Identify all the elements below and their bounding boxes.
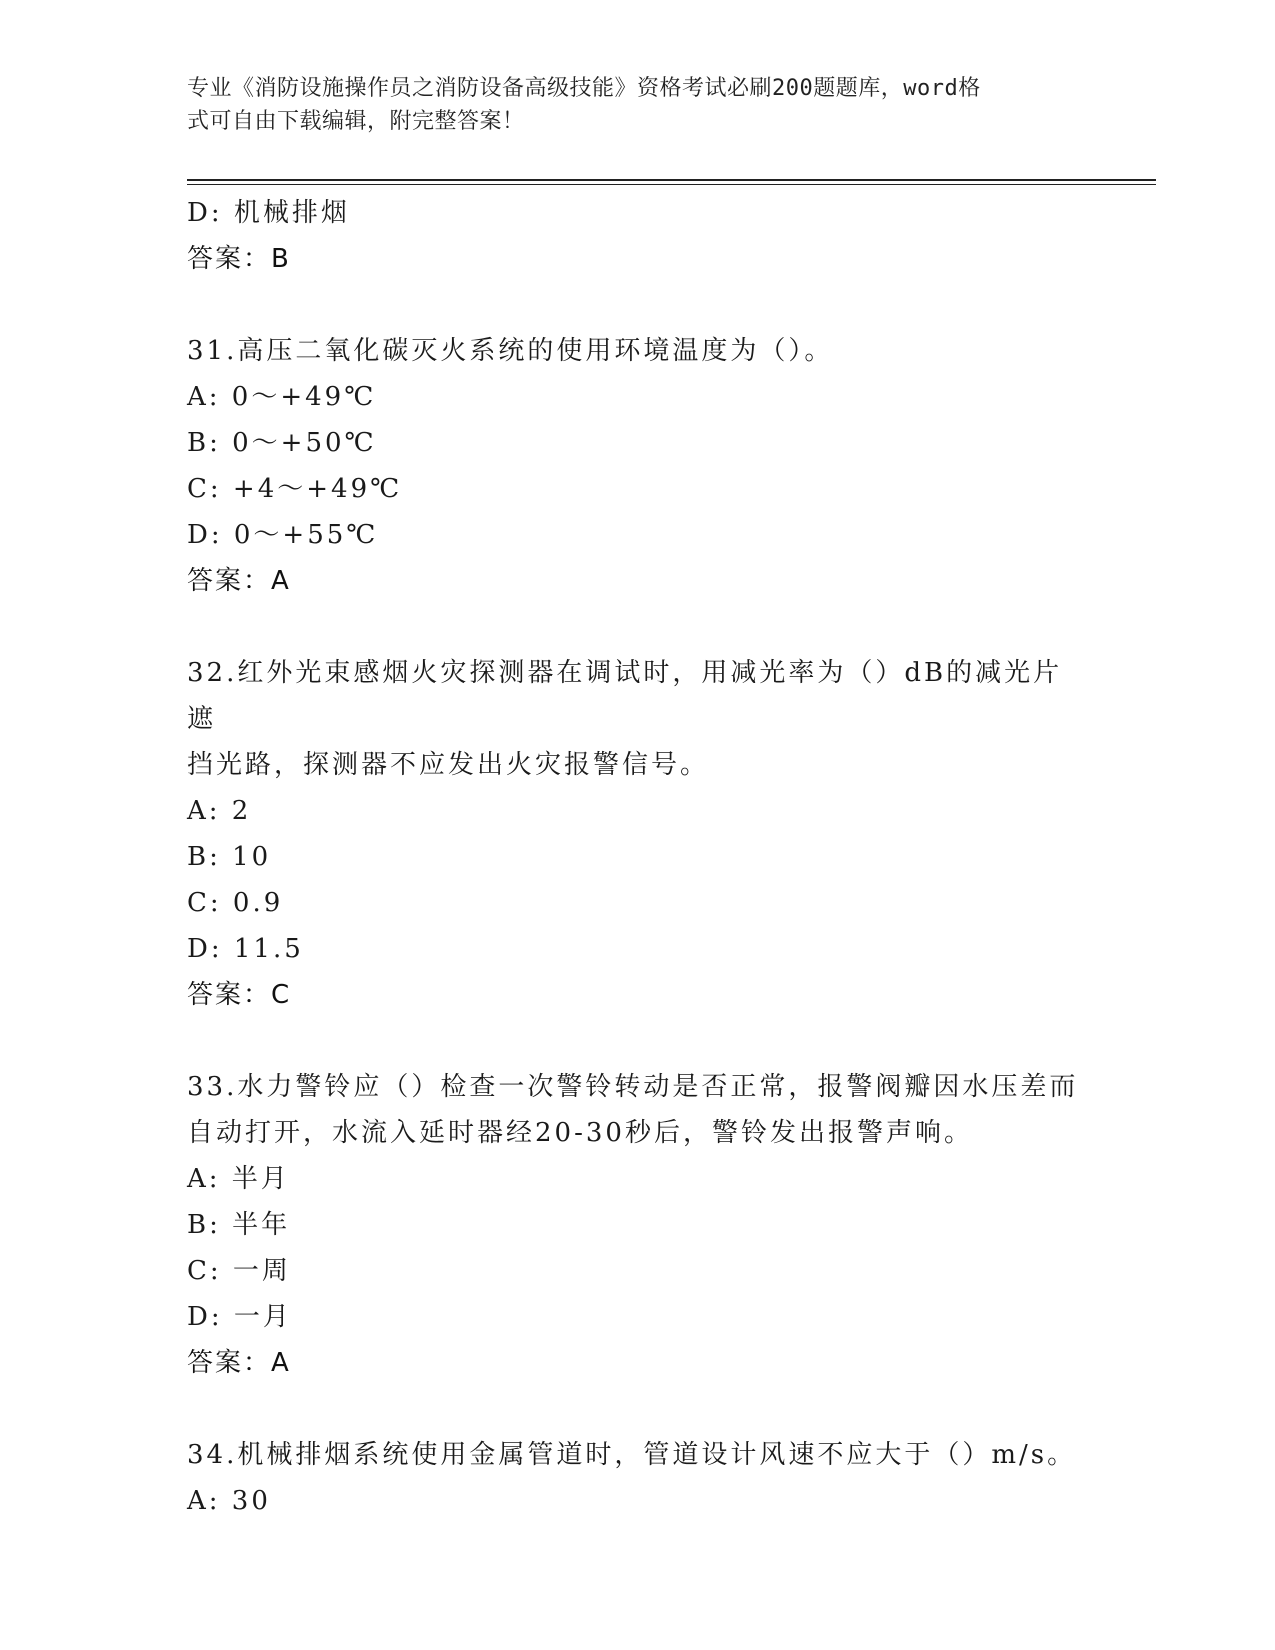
spacer [187,604,1087,650]
header-line-1: 专业《消防设施操作员之消防设备高级技能》资格考试必刷200题题库，word格 [187,76,981,101]
header-line-2: 式可自由下载编辑，附完整答案！ [187,109,525,134]
option-b: B: 0～+50℃ [187,428,377,458]
prev-answer: 答案：B [187,244,291,274]
spacer [187,1386,1087,1432]
answer: 答案：A [187,566,291,596]
header-divider-thin [187,184,1156,185]
option-a: A: 0～+49℃ [187,382,377,412]
header-divider-thick [187,179,1156,181]
question-32 [187,650,1087,1018]
question-stem-line-2: 挡光路，探测器不应发出火灾报警信号。 [187,750,710,780]
answer: 答案：C [187,980,292,1010]
option-c: C: 一周 [187,1256,291,1286]
option-d: D: 0～+55℃ [187,520,379,550]
option-b: B: 半年 [187,1210,291,1240]
question-stem-line-1: 32.红外光束感烟火灾探测器在调试时，用减光率为（）dB的减光片遮 [187,658,1063,734]
option-a: A: 2 [187,796,252,826]
option-d: D: 一月 [187,1302,292,1332]
question-stem-line-2: 自动打开，水流入延时器经20-30秒后，警铃发出报警声响。 [187,1118,973,1148]
question-31 [187,328,1087,604]
question-34 [187,1432,1087,1524]
question-stem: 31.高压二氧化碳灭火系统的使用环境温度为（）。 [187,336,834,366]
option-a: A: 30 [187,1486,271,1516]
option-c: C: +4～+49℃ [187,474,403,504]
option-c: C: 0.9 [187,888,284,918]
spacer [187,282,1087,328]
answer: 答案：A [187,1348,291,1378]
question-stem-line-1: 33.水力警铃应（）检查一次警铃转动是否正常，报警阀瓣因水压差而 [187,1072,1079,1102]
option-d: D: 11.5 [187,934,304,964]
question-stem: 34.机械排烟系统使用金属管道时，管道设计风速不应大于（）m/s。 [187,1440,1077,1470]
option-a: A: 半月 [187,1164,290,1194]
option-b: B: 10 [187,842,272,872]
prev-option-d: D: 机械排烟 [187,198,350,228]
document-header [187,72,1087,138]
question-33 [187,1064,1087,1386]
question-list [187,190,1087,1524]
spacer [187,1018,1087,1064]
